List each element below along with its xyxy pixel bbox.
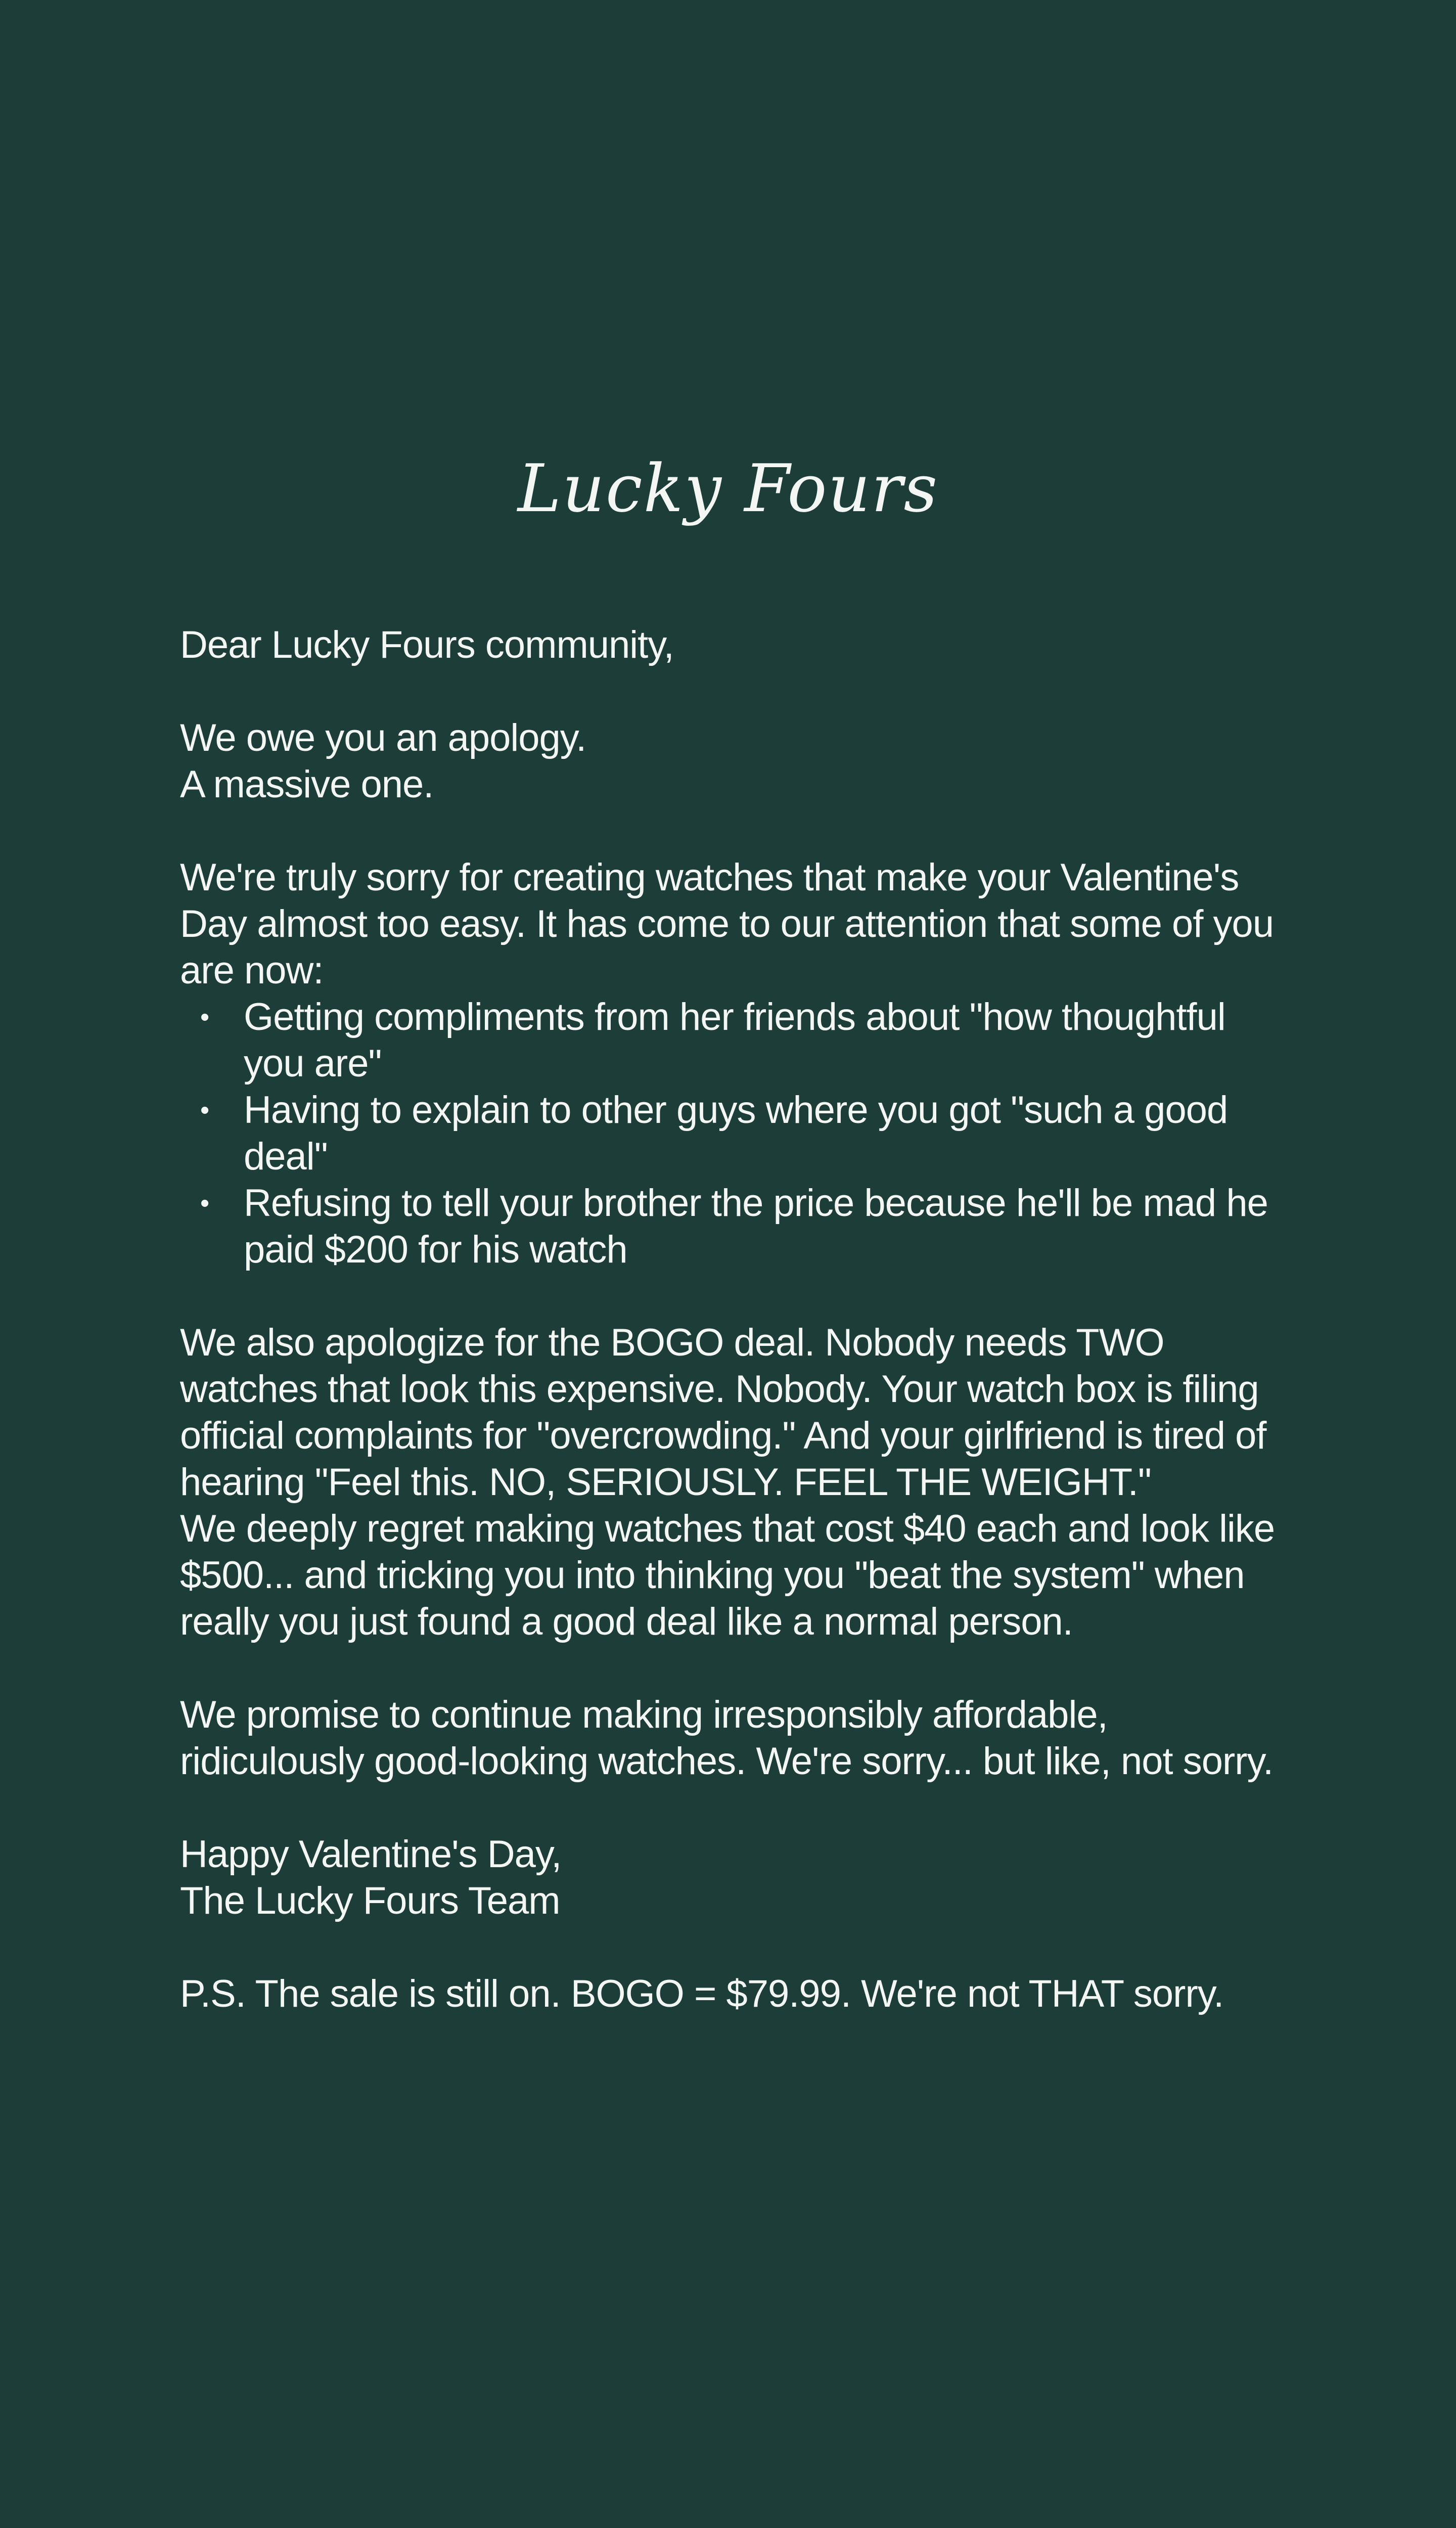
intro-line: We owe you an apology. xyxy=(180,716,586,759)
letter-body xyxy=(180,622,1292,2064)
list-item: • Refusing to tell your brother the price because he'll be mad he paid $200 for his watch xyxy=(244,1180,1292,1273)
signoff-line: Happy Valentine's Day, xyxy=(180,1833,562,1876)
paragraph-sorry: We're truly sorry for creating watches that make your Valentine's Day almost too easy. It has come to our attention that some of you are now: xyxy=(180,856,1274,992)
postscript: P.S. The sale is still on. BOGO = $79.99. We're not THAT sorry. xyxy=(180,1972,1224,2015)
signoff xyxy=(180,1831,1292,1924)
brand-logo: Lucky Fours xyxy=(517,450,939,527)
bullet-list xyxy=(180,994,1292,1273)
greeting: Dear Lucky Fours community, xyxy=(180,623,674,666)
paragraph-bogo: We also apologize for the BOGO deal. Nobody needs TWO watches that look this expensive. Nobody. Your watch box is filing official complaints for "overcrowding." And your girlfriend is tired of hearing "Feel this. NO, SERIOUSLY. FEEL THE WEIGHT." xyxy=(180,1321,1266,1504)
intro xyxy=(180,715,1292,808)
intro-line: A massive one. xyxy=(180,763,434,806)
list-item: • Getting compliments from her friends about "how thoughtful you are" xyxy=(244,994,1292,1087)
signoff-signature: The Lucky Fours Team xyxy=(180,1879,560,1922)
list-item: • Having to explain to other guys where you got "such a good deal" xyxy=(244,1087,1292,1180)
paragraph-promise: We promise to continue making irresponsibly affordable, ridiculously good-looking watches. We're sorry... but like, not sorry. xyxy=(180,1693,1273,1783)
paragraph-regret: We deeply regret making watches that cost $40 each and look like $500... and tricking you into thinking you "beat the system" when really you just found a good deal like a normal person. xyxy=(180,1507,1275,1643)
